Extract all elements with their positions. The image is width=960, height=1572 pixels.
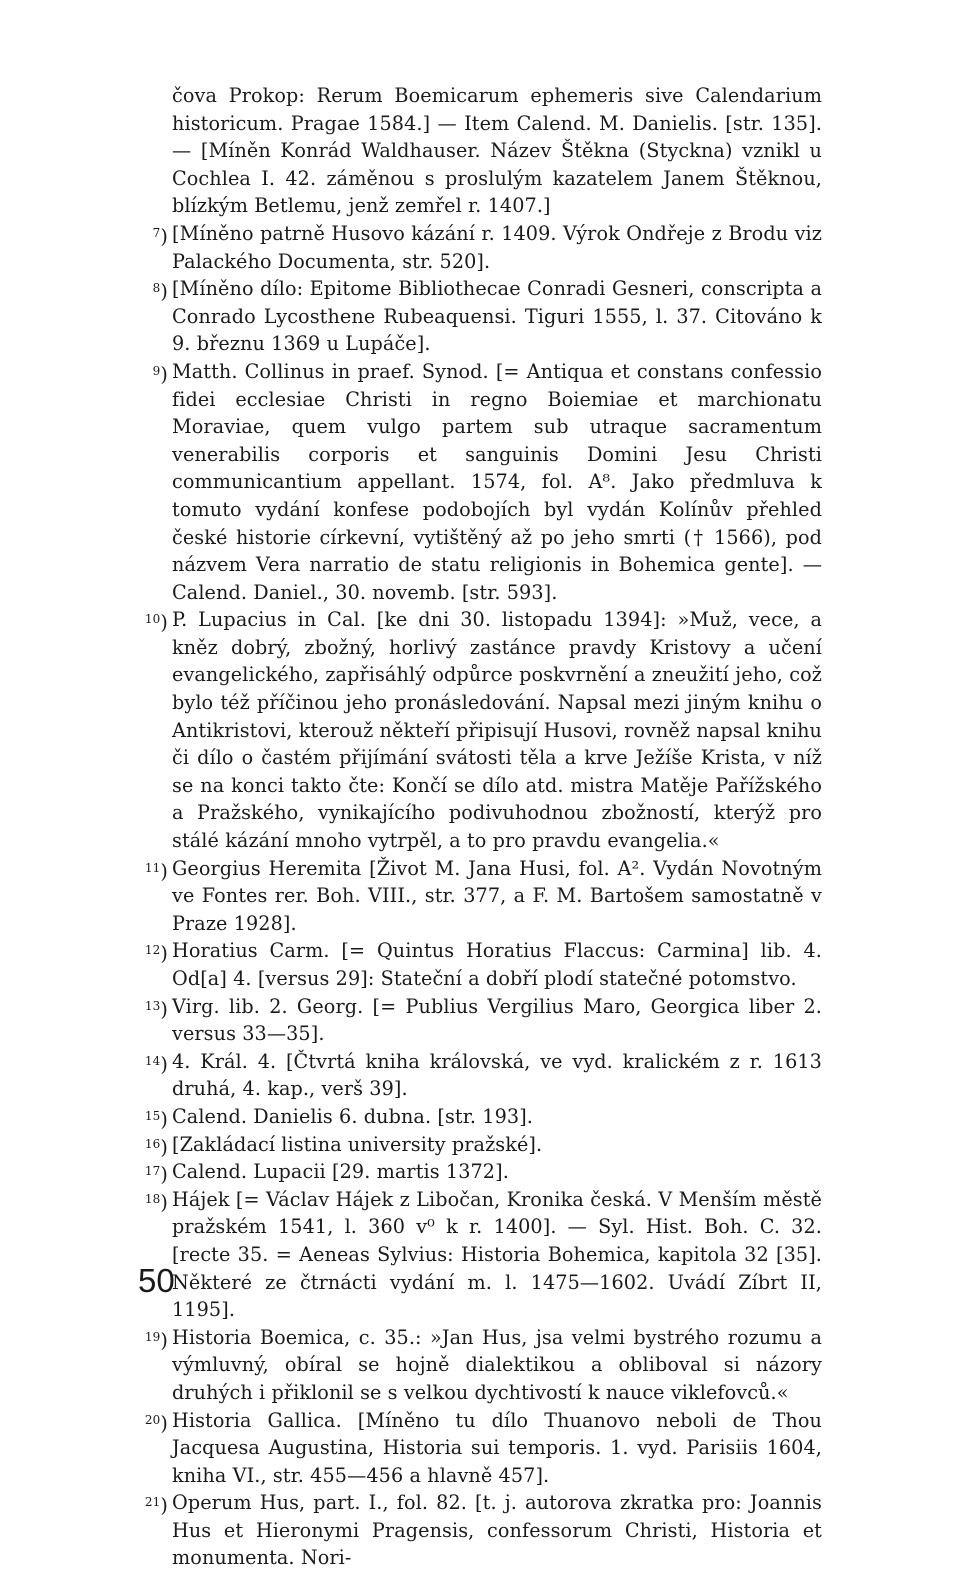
footnote-marker: $^{10}$) [144, 611, 168, 635]
footnote-17 [144, 1158, 822, 1187]
footnote-19 [144, 1324, 822, 1407]
footnote-7 [152, 220, 822, 275]
footnote-marker: $^{18}$) [144, 1190, 168, 1214]
footnote-text: Operum Hus, part. I., fol. 82. [t. j. autorova zkratka pro: Joannis Hus et Hieronymi Pragensis, confessorum Christi, Historia et monumenta. Nori- [172, 1491, 822, 1570]
footnote-text: 4. Král. 4. [Čtvrtá kniha královská, ve vyd. kralickém z r. 1613 druhá, 4. kap., verš 39]. [172, 1049, 822, 1101]
footnote-marker: $^7$) [152, 224, 168, 248]
footnote-9 [152, 358, 822, 606]
footnote-marker: $^{20}$) [144, 1411, 168, 1435]
footnote-text: Historia Boemica, c. 35.: »Jan Hus, jsa velmi bystrého rozumu a výmluvný, obíral se hojně dialektikou a obliboval si názory druhých i přiklonil se s velkou dychtivostí k nauce viklefovců.« [172, 1325, 822, 1404]
footnote-text: [Míněno patrně Husovo kázání r. 1409. Výrok Ondřeje z Brodu viz Palackého Documenta, str. 520]. [172, 221, 822, 273]
footnote-marker: $^8$) [152, 280, 168, 304]
footnote-14 [144, 1048, 822, 1103]
page-number: 50 [138, 1262, 175, 1299]
footnote-marker: $^{17}$) [144, 1163, 168, 1187]
footnote-15 [144, 1103, 822, 1131]
footnote-marker: $^{13}$) [144, 997, 168, 1021]
footnote-text: [Zakládací listina university pražské]. [172, 1132, 543, 1156]
continued-note-text: čova Prokop: Rerum Boemicarum ephemeris sive Calendarium historicum. Pragae 1584.] — Item Calend. M. Danielis. [str. 135]. — [Míněn Konrád Waldhauser. Název Štěkna (Styckna) vznikl u Cochlea I. 42. záměnou s proslulým kazatelem Janem Štěknou, blízkým Betlemu, jenž zemřel r. 1407.] [172, 84, 822, 218]
footnote-marker: $^9$) [152, 362, 168, 386]
footnote-marker: $^{16}$) [144, 1135, 168, 1159]
footnote-text: Virg. lib. 2. Georg. [= Publius Vergilius Maro, Georgica liber 2. versus 33—35]. [172, 994, 822, 1046]
footnote-13 [144, 993, 822, 1048]
footnote-text: Georgius Heremita [Život M. Jana Husi, fol. A². Vydán Novotným ve Fontes rer. Boh. VIII., str. 377, a F. M. Bartošem samostatně v Praze 1928]. [172, 856, 822, 935]
footnote-marker: $^{12}$) [144, 942, 168, 966]
footnote-text: Hájek [= Václav Hájek z Libočan, Kronika česká. V Menším městě pražském 1541, l. 360 v⁰ k r. 1400]. — Syl. Hist. Boh. C. 32. [recte 35. = Aeneas Sylvius: Historia Bohemica, kapitola 32 [35]. Některé ze čtrnácti vydání m. l. 1475—1602. Uvádí Zíbrt II, 1195]. [172, 1187, 822, 1322]
footnote-marker: $^{21}$) [144, 1494, 168, 1518]
footnote-12 [144, 937, 822, 992]
footnote-16 [144, 1131, 822, 1159]
footnote-20 [144, 1407, 822, 1490]
footnote-text: P. Lupacius in Cal. [ke dni 30. listopadu 1394]: »Muž, vece, a kněz dobrý, zbožný, horlivý zastánce pravdy Kristovy a učení evangelického, zapřisáhlý odpůrce poskvrnění a zneužití jeho, což bylo též příčinou jeho pronásledování. Napsal mezi jiným knihu o Antikristovi, kterouž někteří připisují Husovi, rovněž napsal knihu či dílo o častém přijímání svátosti těla a krve Ježíše Krista, v níž se na konci takto čte: Končí se dílo atd. mistra Matěje Pařížského a Pražského, vynikajícího podivuhodnou zbožností, kterýž pro stálé kázání mnoho vytrpěl, a to pro pravdu evangelia.« [172, 608, 822, 853]
footnote-marker: $^{19}$) [144, 1328, 168, 1352]
footnote-text: Matth. Collinus in praef. Synod. [= Antiqua et constans confessio fidei ecclesiae Christi in regno Boiemiae et marchionatu Moraviae, quem vulgo partem sub utraque sacramentum venerabilis corporis et sanguinis Domini Jesu Christi communicantium appellant. 1574, fol. A⁸. Jako předmluva k tomuto vydání konfese podobojích byl vydán Kolínův přehled české historie církevní, vytištěný až po jeho smrti († 1566), pod názvem Vera narratio de statu religionis in Bohemica gente]. — Calend. Daniel., 30. novemb. [str. 593]. [172, 359, 822, 604]
footnote-text: Horatius Carm. [= Quintus Horatius Flaccus: Carmina] lib. 4. Od[a] 4. [versus 29]: Stateční a dobří plodí statečné potomstvo. [172, 939, 822, 990]
footnote-marker: $^{14}$) [144, 1052, 168, 1076]
footnote-text: Historia Gallica. [Míněno tu dílo Thuanovo neboli de Thou Jacquesa Augustina, Historia sui temporis. 1. vyd. Parisiis 1604, kniha VI., str. 455—456 a hlavně 457]. [172, 1408, 822, 1487]
footnote-text: [Míněno dílo: Epitome Bibliothecae Conradi Gesneri, conscripta a Conrado Lycosthene Rubeaquensi. Tiguri 1555, l. 37. Citováno k 9. březnu 1369 u Lupáče]. [172, 277, 822, 356]
footnote-marker: $^{11}$) [144, 859, 168, 883]
footnote-8 [152, 275, 822, 358]
footnote-21 [144, 1489, 822, 1572]
footnote-10 [144, 606, 822, 854]
footnote-text: Calend. Lupacii [29. martis 1372]. [172, 1160, 509, 1184]
footnote-11 [144, 855, 822, 938]
footnote-marker: $^{15}$) [144, 1107, 168, 1131]
footnote-text: Calend. Danielis 6. dubna. [str. 193]. [172, 1104, 533, 1128]
